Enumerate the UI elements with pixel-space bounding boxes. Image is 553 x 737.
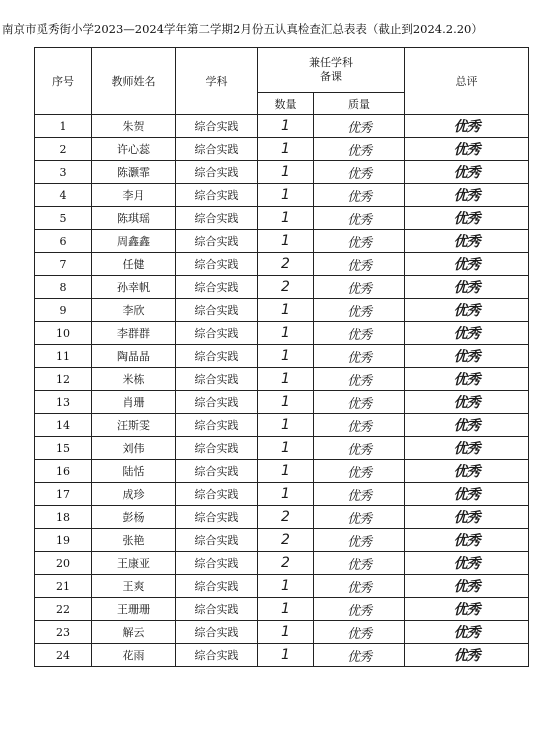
quantity-cell: 1 [258, 414, 314, 437]
table-row [35, 506, 529, 529]
table-row [35, 207, 529, 230]
teacher-name-cell: 米栋 [92, 368, 176, 391]
quality-cell: 优秀 [314, 644, 405, 667]
quantity-cell: 1 [258, 460, 314, 483]
quantity-cell: 1 [258, 598, 314, 621]
row-index-cell: 2 [35, 138, 92, 161]
row-index-cell: 19 [35, 529, 92, 552]
subject-cell: 综合实践 [176, 184, 258, 207]
overall-cell: 优秀 [405, 460, 529, 483]
teacher-name-cell: 李月 [92, 184, 176, 207]
summary-table [34, 47, 529, 667]
quality-cell: 优秀 [314, 230, 405, 253]
subject-cell: 综合实践 [176, 460, 258, 483]
table-row [35, 460, 529, 483]
overall-cell: 优秀 [405, 207, 529, 230]
row-index-cell: 9 [35, 299, 92, 322]
quantity-cell: 1 [258, 345, 314, 368]
teacher-name-cell: 汪斯雯 [92, 414, 176, 437]
row-index-cell: 8 [35, 276, 92, 299]
teacher-name-cell: 陆恬 [92, 460, 176, 483]
overall-cell: 优秀 [405, 276, 529, 299]
teacher-name-cell: 王爽 [92, 575, 176, 598]
subject-cell: 综合实践 [176, 575, 258, 598]
teacher-name-cell: 解云 [92, 621, 176, 644]
subject-cell: 综合实践 [176, 506, 258, 529]
quality-cell: 优秀 [314, 437, 405, 460]
subject-cell: 综合实践 [176, 552, 258, 575]
teacher-name-cell: 陈灏霏 [92, 161, 176, 184]
quantity-cell: 1 [258, 368, 314, 391]
subject-cell: 综合实践 [176, 161, 258, 184]
header-row [35, 48, 529, 93]
teacher-name-cell: 王珊珊 [92, 598, 176, 621]
quality-cell: 优秀 [314, 299, 405, 322]
teacher-name-cell: 肖珊 [92, 391, 176, 414]
teacher-name-cell: 刘伟 [92, 437, 176, 460]
row-index-cell: 7 [35, 253, 92, 276]
quantity-cell: 1 [258, 115, 314, 138]
teacher-name-cell: 王康亚 [92, 552, 176, 575]
quality-cell: 优秀 [314, 322, 405, 345]
teacher-name-cell: 成珍 [92, 483, 176, 506]
quantity-cell: 1 [258, 161, 314, 184]
overall-cell: 优秀 [405, 368, 529, 391]
quality-cell: 优秀 [314, 161, 405, 184]
teacher-name-cell: 彭杨 [92, 506, 176, 529]
subject-cell: 综合实践 [176, 299, 258, 322]
overall-cell: 优秀 [405, 621, 529, 644]
table-row [35, 253, 529, 276]
row-index-cell: 16 [35, 460, 92, 483]
overall-cell: 优秀 [405, 483, 529, 506]
teacher-name-cell: 张艳 [92, 529, 176, 552]
row-index-cell: 6 [35, 230, 92, 253]
table-row [35, 621, 529, 644]
overall-cell: 优秀 [405, 391, 529, 414]
row-index-cell: 20 [35, 552, 92, 575]
table-body [35, 115, 529, 667]
quality-cell: 优秀 [314, 184, 405, 207]
quantity-cell: 2 [258, 276, 314, 299]
row-index-cell: 23 [35, 621, 92, 644]
subject-cell: 综合实践 [176, 391, 258, 414]
quality-cell: 优秀 [314, 207, 405, 230]
header-index: 序号 [35, 48, 92, 115]
quality-cell: 优秀 [314, 621, 405, 644]
row-index-cell: 22 [35, 598, 92, 621]
quantity-cell: 2 [258, 506, 314, 529]
subject-cell: 综合实践 [176, 598, 258, 621]
header-group-line1: 兼任学科 [309, 56, 353, 69]
header-quantity: 数量 [258, 93, 314, 115]
row-index-cell: 1 [35, 115, 92, 138]
quantity-cell: 2 [258, 529, 314, 552]
quality-cell: 优秀 [314, 368, 405, 391]
teacher-name-cell: 陶晶晶 [92, 345, 176, 368]
row-index-cell: 3 [35, 161, 92, 184]
subject-cell: 综合实践 [176, 529, 258, 552]
table-row [35, 437, 529, 460]
quality-cell: 优秀 [314, 460, 405, 483]
overall-cell: 优秀 [405, 161, 529, 184]
subject-cell: 综合实践 [176, 115, 258, 138]
subject-cell: 综合实践 [176, 483, 258, 506]
row-index-cell: 21 [35, 575, 92, 598]
teacher-name-cell: 任健 [92, 253, 176, 276]
quality-cell: 优秀 [314, 138, 405, 161]
quantity-cell: 1 [258, 207, 314, 230]
table-row [35, 184, 529, 207]
table-row [35, 230, 529, 253]
header-quality: 质量 [314, 93, 405, 115]
teacher-name-cell: 孙幸帆 [92, 276, 176, 299]
row-index-cell: 12 [35, 368, 92, 391]
table-row [35, 161, 529, 184]
table-row [35, 529, 529, 552]
table-row [35, 575, 529, 598]
quantity-cell: 1 [258, 322, 314, 345]
quantity-cell: 1 [258, 644, 314, 667]
teacher-name-cell: 陈琪瑶 [92, 207, 176, 230]
teacher-name-cell: 许心蕊 [92, 138, 176, 161]
row-index-cell: 24 [35, 644, 92, 667]
teacher-name-cell: 李群群 [92, 322, 176, 345]
header-subject: 学科 [176, 48, 258, 115]
overall-cell: 优秀 [405, 529, 529, 552]
quality-cell: 优秀 [314, 575, 405, 598]
overall-cell: 优秀 [405, 437, 529, 460]
quantity-cell: 1 [258, 483, 314, 506]
row-index-cell: 5 [35, 207, 92, 230]
quality-cell: 优秀 [314, 253, 405, 276]
row-index-cell: 14 [35, 414, 92, 437]
subject-cell: 综合实践 [176, 230, 258, 253]
subject-cell: 综合实践 [176, 207, 258, 230]
row-index-cell: 11 [35, 345, 92, 368]
subject-cell: 综合实践 [176, 138, 258, 161]
subject-cell: 综合实践 [176, 414, 258, 437]
table-row [35, 414, 529, 437]
overall-cell: 优秀 [405, 322, 529, 345]
document-title: 南京市觅秀街小学2023—2024学年第二学期2月份五认真检查汇总表表（截止到2024.2.20） [2, 22, 483, 36]
teacher-name-cell: 李欣 [92, 299, 176, 322]
overall-cell: 优秀 [405, 598, 529, 621]
table-row [35, 368, 529, 391]
table-row [35, 552, 529, 575]
quality-cell: 优秀 [314, 115, 405, 138]
quality-cell: 优秀 [314, 414, 405, 437]
overall-cell: 优秀 [405, 184, 529, 207]
overall-cell: 优秀 [405, 414, 529, 437]
quantity-cell: 1 [258, 299, 314, 322]
quantity-cell: 2 [258, 552, 314, 575]
overall-cell: 优秀 [405, 299, 529, 322]
overall-cell: 优秀 [405, 115, 529, 138]
subject-cell: 综合实践 [176, 276, 258, 299]
table-row [35, 115, 529, 138]
header-group-line2: 备课 [320, 70, 342, 83]
quantity-cell: 1 [258, 621, 314, 644]
subject-cell: 综合实践 [176, 621, 258, 644]
quality-cell: 优秀 [314, 552, 405, 575]
quality-cell: 优秀 [314, 483, 405, 506]
table-row [35, 138, 529, 161]
teacher-name-cell: 周鑫鑫 [92, 230, 176, 253]
quality-cell: 优秀 [314, 506, 405, 529]
quantity-cell: 1 [258, 391, 314, 414]
row-index-cell: 17 [35, 483, 92, 506]
quantity-cell: 1 [258, 138, 314, 161]
teacher-name-cell: 朱贺 [92, 115, 176, 138]
row-index-cell: 10 [35, 322, 92, 345]
quantity-cell: 1 [258, 575, 314, 598]
header-teacher: 教师姓名 [92, 48, 176, 115]
subject-cell: 综合实践 [176, 322, 258, 345]
subject-cell: 综合实践 [176, 345, 258, 368]
overall-cell: 优秀 [405, 575, 529, 598]
overall-cell: 优秀 [405, 506, 529, 529]
subject-cell: 综合实践 [176, 368, 258, 391]
teacher-name-cell: 花雨 [92, 644, 176, 667]
quantity-cell: 1 [258, 230, 314, 253]
table-row [35, 276, 529, 299]
table-row [35, 391, 529, 414]
subject-cell: 综合实践 [176, 253, 258, 276]
table-row [35, 299, 529, 322]
row-index-cell: 18 [35, 506, 92, 529]
quality-cell: 优秀 [314, 391, 405, 414]
overall-cell: 优秀 [405, 345, 529, 368]
row-index-cell: 15 [35, 437, 92, 460]
subject-cell: 综合实践 [176, 437, 258, 460]
quantity-cell: 1 [258, 437, 314, 460]
quality-cell: 优秀 [314, 598, 405, 621]
row-index-cell: 4 [35, 184, 92, 207]
table-row [35, 644, 529, 667]
table-row [35, 345, 529, 368]
table-row [35, 322, 529, 345]
quality-cell: 优秀 [314, 529, 405, 552]
header-group [258, 48, 405, 93]
quality-cell: 优秀 [314, 276, 405, 299]
row-index-cell: 13 [35, 391, 92, 414]
overall-cell: 优秀 [405, 552, 529, 575]
header-overall: 总评 [405, 48, 529, 115]
table-row [35, 483, 529, 506]
quantity-cell: 1 [258, 184, 314, 207]
overall-cell: 优秀 [405, 230, 529, 253]
quantity-cell: 2 [258, 253, 314, 276]
overall-cell: 优秀 [405, 138, 529, 161]
subject-cell: 综合实践 [176, 644, 258, 667]
quality-cell: 优秀 [314, 345, 405, 368]
overall-cell: 优秀 [405, 644, 529, 667]
overall-cell: 优秀 [405, 253, 529, 276]
table-row [35, 598, 529, 621]
